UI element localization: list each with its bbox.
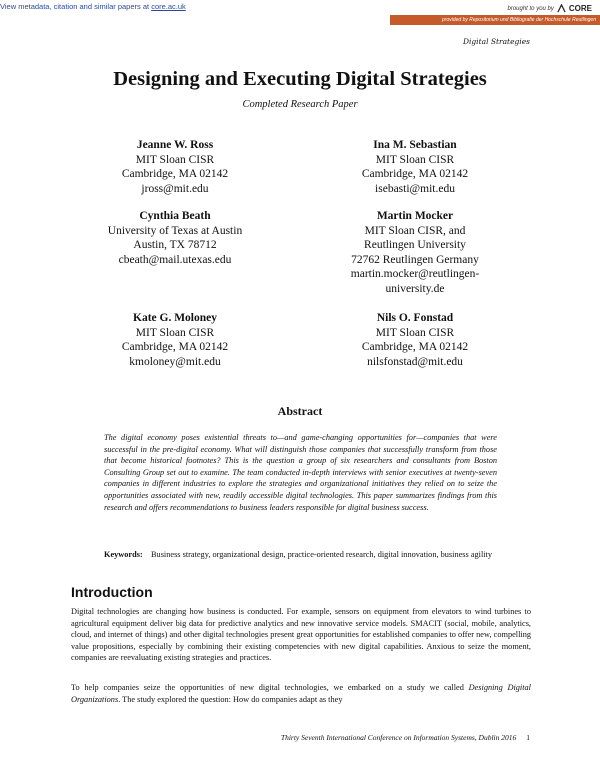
author-line: MIT Sloan CISR (375, 326, 455, 339)
author-line: Austin, TX 78712 (133, 239, 217, 251)
author-name: Nils O. Fonstad (376, 312, 454, 324)
author-block (335, 311, 495, 369)
author-line: Cambridge, MA 02142 (361, 341, 469, 353)
keywords-text: Business strategy, organizational design, practice-oriented research, digital innovation, business agility (151, 550, 493, 559)
core-brand (508, 4, 593, 13)
author-line: MIT Sloan CISR, and (364, 224, 466, 237)
core-logo-icon (557, 4, 566, 13)
page-footer (281, 733, 530, 742)
paper-subtitle: Completed Research Paper (242, 99, 358, 110)
author-name: Jeanne W. Ross (136, 139, 214, 151)
abstract-text: The digital economy poses existential threats to—and game-changing opportunities for—companies that were successful in the pre-digital economy. What will distinguish those companies that successfully transform from those that become historical footnotes? This is the question a group of six researchers and consultants from Boston Consulting Group set out to examine. The team conducted in-depth interviews with senior executives at twenty-seven companies in different industries to explore the strategies and organizational initiatives they relied on to seize the opportunities associated with new, readily accessible digital technologies. This paper summarizes findings from this research and offers recommendations to business leaders responsible for digital business success. (104, 433, 497, 512)
author-line: Cambridge, MA 02142 (121, 168, 229, 180)
author-email: kmoloney@mit.edu (129, 355, 221, 368)
keywords (104, 549, 497, 561)
core-metadata-link[interactable]: View metadata, citation and similar papers at core.ac.uk (0, 2, 186, 11)
author-line: Cambridge, MA 02142 (121, 341, 229, 353)
author-block (100, 311, 250, 369)
author-block (100, 209, 250, 267)
study-name: Designing Digital Organizations (71, 683, 531, 704)
abstract-heading: Abstract (277, 404, 323, 418)
author-line: University of Texas at Austin (107, 224, 243, 237)
core-link[interactable]: core.ac.uk (151, 2, 186, 11)
page-number: 1 (526, 733, 530, 742)
provided-by-bar: provided by Repositorium und Bibliografie der Hochschule Reutlingen (390, 15, 600, 25)
author-name: Kate G. Moloney (133, 312, 217, 324)
author-email: jross@mit.edu (141, 182, 209, 195)
author-name: Cynthia Beath (139, 210, 211, 222)
paper-title: Designing and Executing Digital Strategies (113, 68, 487, 90)
author-block (100, 138, 250, 196)
author-name: Ina M. Sebastian (373, 139, 457, 151)
author-name: Martin Mocker (376, 210, 454, 222)
core-brand-name: CORE (568, 4, 592, 13)
author-line: MIT Sloan CISR (135, 326, 215, 339)
author-line: MIT Sloan CISR (375, 153, 455, 166)
conference-name: Thirty Seventh International Conference on Information Systems, Dublin 2016 (280, 733, 517, 742)
author-email: cbeath@mail.utexas.edu (118, 253, 232, 266)
author-email: university.de (385, 282, 445, 295)
author-line: Reutlingen University (364, 239, 466, 251)
body-paragraph: Digital technologies are changing how business is conducted. For example, sensors on equipment from elevators to wind turbines to agricultural equipment deliver big data for predictive analytics and new innovative service models. SMACIT (social, mobile, analytics, cloud, and internet of things) and other digital technologies present great opportunities for established companies to offer new, compelling value propositions, especially by combining their existing competencies with new digital capabilities. Anxious to seize the moment, companies are reevaluating existing strategies and practices. (71, 607, 531, 663)
keywords-label: Keywords: (104, 550, 143, 559)
author-block (335, 209, 495, 296)
author-line: 72762 Reutlingen Germany (351, 253, 479, 266)
author-email: nilsfonstad@mit.edu (367, 355, 463, 368)
running-head: Digital Strategies (462, 37, 530, 46)
brought-by-label: brought to you by (507, 5, 554, 12)
author-block (335, 138, 495, 196)
author-line: Cambridge, MA 02142 (361, 168, 469, 180)
section-heading-introduction: Introduction (71, 584, 153, 600)
author-email: martin.mocker@reutlingen- (350, 268, 480, 280)
body-paragraph: To help companies seize the opportunities of new digital technologies, we embarked on a study we called Designing Digital Organizations. The study explored the question: How do companies adapt as they (71, 683, 531, 704)
author-line: MIT Sloan CISR (135, 153, 215, 166)
core-banner (0, 0, 600, 28)
author-email: isebasti@mit.edu (375, 182, 455, 195)
